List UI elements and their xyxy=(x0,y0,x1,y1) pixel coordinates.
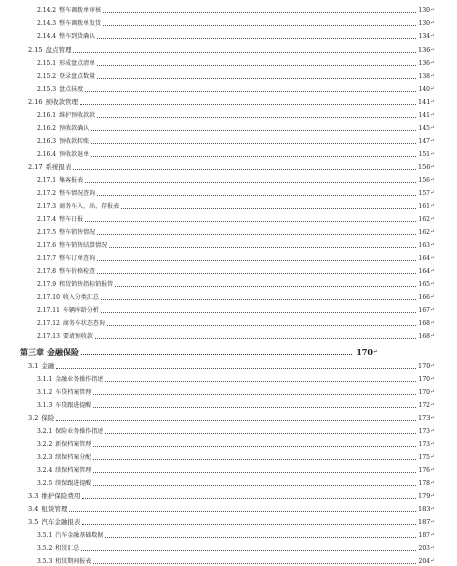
toc-entry-number: 2.17.7 xyxy=(37,255,57,262)
toc-entry-number: 2.15.3 xyxy=(37,86,57,93)
toc-entry-number: 2.17.6 xyxy=(37,242,57,249)
toc-entry[interactable] xyxy=(37,135,434,145)
toc-entry-title: 预收款管理 xyxy=(45,98,78,106)
toc-page-number: 170 xyxy=(418,376,430,383)
toc-entry-number: 3.5 xyxy=(28,518,39,526)
paragraph-mark-icon: ↵ xyxy=(430,428,435,434)
paragraph-mark-icon: ↵ xyxy=(430,532,435,538)
toc-entry-title: 汽车金融报表 xyxy=(41,518,81,526)
toc-entry[interactable] xyxy=(37,213,434,223)
paragraph-mark-icon: ↵ xyxy=(373,349,378,355)
toc-entry[interactable] xyxy=(37,148,434,158)
paragraph-mark-icon: ↵ xyxy=(430,307,435,313)
toc-entry-number: 2.16.1 xyxy=(37,112,57,119)
paragraph-mark-icon: ↵ xyxy=(430,480,435,486)
toc-entry[interactable] xyxy=(37,386,434,396)
toc-entry-number: 2.17.8 xyxy=(37,268,57,275)
toc-page-number: 167 xyxy=(418,307,430,314)
toc-page-number: 178 xyxy=(418,480,430,487)
toc-entry-number: 2.17.5 xyxy=(37,229,57,236)
toc-page-number: 145 xyxy=(418,125,430,132)
toc-page-number: 138 xyxy=(418,73,430,80)
toc-entry-title: 预收款退单 xyxy=(59,151,90,158)
toc-entry-number: 2.14.2 xyxy=(37,7,57,14)
toc-entry-number: 2.17.4 xyxy=(37,216,57,223)
dot-leader xyxy=(115,286,416,287)
toc-page-number: 170 xyxy=(418,362,431,370)
toc-page-number: 173 xyxy=(418,441,430,448)
dot-leader xyxy=(81,354,352,355)
toc-entry-title: 续保档案管理 xyxy=(55,467,92,474)
toc-page-number: 136 xyxy=(418,60,430,67)
toc-entry[interactable] xyxy=(37,174,434,184)
toc-entry-title: 续保档案分配 xyxy=(55,454,92,461)
toc-entry-title: 整车调拨单发货 xyxy=(59,20,102,27)
toc-entry-title: 车贷档案管理 xyxy=(55,389,92,396)
toc-entry[interactable] xyxy=(28,44,434,54)
toc-page-number: 187 xyxy=(418,532,430,539)
toc-entry-title: 整车订单查询 xyxy=(59,255,96,262)
toc-entry[interactable] xyxy=(28,503,434,513)
toc-page-number: 134 xyxy=(418,33,430,40)
dot-leader xyxy=(105,433,416,434)
paragraph-mark-icon: ↵ xyxy=(430,558,435,564)
dot-leader xyxy=(93,485,416,486)
toc-entry[interactable] xyxy=(37,187,434,197)
toc-entry-number: 第三章 xyxy=(20,347,44,357)
toc-entry-title: 保险业务操作指述 xyxy=(55,428,104,435)
toc-entry-number: 2.14.4 xyxy=(37,33,57,40)
toc-entry-title: 商务车入、出、存报表 xyxy=(59,203,120,210)
toc-entry-title: 商务车状态查询 xyxy=(62,320,105,327)
paragraph-mark-icon: ↵ xyxy=(430,441,435,447)
toc-entry-title: 金融业务操作指述 xyxy=(55,376,104,383)
toc-entry[interactable] xyxy=(37,252,434,262)
toc-page-number: 147 xyxy=(418,138,430,145)
toc-entry-title: 盘点抹度 xyxy=(59,86,84,93)
toc-entry-title: 盘点管理 xyxy=(45,46,72,54)
paragraph-mark-icon: ↵ xyxy=(430,138,435,144)
toc-entry[interactable] xyxy=(37,542,434,552)
toc-page-number: 183 xyxy=(418,505,431,513)
toc-entry-number: 2.17.12 xyxy=(37,320,60,327)
toc-entry-title: 登录盘点数量 xyxy=(59,73,96,80)
toc-entry-number: 2.14.3 xyxy=(37,20,57,27)
toc-entry[interactable] xyxy=(37,265,434,275)
paragraph-mark-icon: ↵ xyxy=(430,281,435,287)
toc-entry[interactable] xyxy=(37,529,434,539)
dot-leader xyxy=(101,299,416,300)
toc-entry-number: 2.17.3 xyxy=(37,203,57,210)
dot-leader xyxy=(80,104,416,105)
paragraph-mark-icon: ↵ xyxy=(430,7,435,13)
toc-entry-title: 要请预收款 xyxy=(62,333,93,340)
toc-page-number: 204 xyxy=(418,558,430,565)
dot-leader xyxy=(97,38,416,39)
toc-entry[interactable] xyxy=(28,360,434,370)
toc-entry-number: 2.16.4 xyxy=(37,151,57,158)
toc-entry-title: 租赁期间报表 xyxy=(55,558,92,565)
toc-entry[interactable] xyxy=(37,70,434,80)
toc-page-number: 156 xyxy=(418,163,431,171)
toc-entry[interactable] xyxy=(28,96,434,106)
dot-leader xyxy=(103,25,416,26)
toc-entry[interactable] xyxy=(37,438,434,448)
paragraph-mark-icon: ↵ xyxy=(430,545,435,551)
toc-entry-title: 金融 xyxy=(41,362,55,370)
paragraph-mark-icon: ↵ xyxy=(430,506,435,512)
toc-page-number: 179 xyxy=(418,492,431,500)
toc-entry[interactable] xyxy=(37,555,434,565)
toc-entry-number: 3.2.4 xyxy=(37,467,53,474)
dot-leader xyxy=(85,182,416,183)
toc-page-number: 175 xyxy=(418,454,430,461)
toc-entry-number: 3.2.2 xyxy=(37,441,53,448)
toc-entry-title: 汽车金融基础数据 xyxy=(55,532,104,539)
paragraph-mark-icon: ↵ xyxy=(430,33,435,39)
toc-page-number: 187 xyxy=(418,518,431,526)
toc-entry-title: 整车日报 xyxy=(59,216,84,223)
paragraph-mark-icon: ↵ xyxy=(430,203,435,209)
paragraph-mark-icon: ↵ xyxy=(430,190,435,196)
toc-page-number: 151 xyxy=(418,151,430,158)
toc-entry-number: 3.2.5 xyxy=(37,480,53,487)
toc-entry[interactable] xyxy=(37,239,434,249)
toc-entry-number: 3.5.1 xyxy=(37,532,53,539)
toc-page-number: 130 xyxy=(418,20,430,27)
paragraph-mark-icon: ↵ xyxy=(430,389,435,395)
toc-entry-title: 收入分类汇总 xyxy=(62,294,99,301)
paragraph-mark-icon: ↵ xyxy=(430,242,435,248)
toc-chapter-entry[interactable] xyxy=(20,344,377,357)
paragraph-mark-icon: ↵ xyxy=(430,20,435,26)
toc-entry-title: 新保档案管理 xyxy=(55,441,92,448)
toc-entry[interactable] xyxy=(37,17,434,27)
toc-entry-number: 3.1.3 xyxy=(37,402,53,409)
dot-leader xyxy=(93,394,416,395)
dot-leader xyxy=(107,325,416,326)
toc-page-number: 176 xyxy=(418,467,430,474)
toc-entry-number: 2.16 xyxy=(28,98,43,106)
toc-entry-title: 预收款确认 xyxy=(59,125,90,132)
toc-page-number: 157 xyxy=(418,190,430,197)
paragraph-mark-icon: ↵ xyxy=(430,268,435,274)
toc-entry-title: 车贷跟进提醒 xyxy=(55,402,92,409)
toc-entry-number: 3.3 xyxy=(28,492,39,500)
toc-page-number: 156 xyxy=(418,177,430,184)
toc-entry-title: 整车销售结算情况 xyxy=(59,242,108,249)
toc-page-number: 168 xyxy=(418,333,430,340)
paragraph-mark-icon: ↵ xyxy=(430,47,435,53)
toc-entry[interactable] xyxy=(28,412,434,422)
paragraph-mark-icon: ↵ xyxy=(430,60,435,66)
toc-entry[interactable] xyxy=(37,109,434,119)
dot-leader xyxy=(121,208,416,209)
toc-entry[interactable] xyxy=(37,291,434,301)
dot-leader xyxy=(97,65,416,66)
toc-entry[interactable] xyxy=(37,278,434,288)
toc-entry[interactable] xyxy=(28,490,434,500)
toc-entry[interactable] xyxy=(37,122,434,132)
toc-entry[interactable] xyxy=(37,304,434,314)
dot-leader xyxy=(82,498,416,499)
dot-leader xyxy=(95,338,416,339)
paragraph-mark-icon: ↵ xyxy=(430,454,435,460)
dot-leader xyxy=(97,234,416,235)
dot-leader xyxy=(103,12,416,13)
toc-page-number: 163 xyxy=(418,242,430,249)
dot-leader xyxy=(93,472,416,473)
toc-entry-number: 2.15 xyxy=(28,46,43,54)
paragraph-mark-icon: ↵ xyxy=(430,86,435,92)
paragraph-mark-icon: ↵ xyxy=(430,177,435,183)
toc-entry-number: 3.2.1 xyxy=(37,428,53,435)
toc-page-number: 170 xyxy=(356,347,373,357)
dot-leader xyxy=(93,563,416,564)
dot-leader xyxy=(101,312,416,313)
toc-entry[interactable] xyxy=(28,516,434,526)
dot-leader xyxy=(105,537,416,538)
toc-page-number: 168 xyxy=(418,320,430,327)
toc-entry-title: 整车调拨单审核 xyxy=(59,7,102,14)
toc-page-number: 136 xyxy=(418,46,431,54)
toc-page-number: 173 xyxy=(418,428,430,435)
paragraph-mark-icon: ↵ xyxy=(430,229,435,235)
dot-leader xyxy=(105,381,416,382)
toc-page-number: 172 xyxy=(418,402,430,409)
toc-page-number: 162 xyxy=(418,216,430,223)
toc-entry-number: 2.16.2 xyxy=(37,125,57,132)
dot-leader xyxy=(93,459,416,460)
toc-entry[interactable] xyxy=(37,399,434,409)
toc-entry-title: 租赁销售指标销报管 xyxy=(59,281,114,288)
toc-entry-number: 2.17.1 xyxy=(37,177,57,184)
toc-entry-title: 金融保险 xyxy=(47,347,79,357)
paragraph-mark-icon: ↵ xyxy=(430,376,435,382)
toc-entry[interactable] xyxy=(37,477,434,487)
toc-entry-title: 维护保险费用 xyxy=(41,492,81,500)
paragraph-mark-icon: ↵ xyxy=(430,294,435,300)
toc-page-number: 203 xyxy=(418,545,430,552)
toc-entry[interactable] xyxy=(37,373,434,383)
paragraph-mark-icon: ↵ xyxy=(430,125,435,131)
dot-leader xyxy=(97,273,416,274)
toc-page-number: 141 xyxy=(418,112,430,119)
dot-leader xyxy=(73,52,416,53)
toc-entry-title: 续保跟进提醒 xyxy=(55,480,92,487)
toc-entry-number: 3.1.1 xyxy=(37,376,53,383)
toc-entry-title: 形成盘点清单 xyxy=(59,60,96,67)
toc-page-number: 161 xyxy=(418,203,430,210)
dot-leader xyxy=(91,156,416,157)
toc-page-number: 164 xyxy=(418,255,430,262)
toc-page-number: 170 xyxy=(418,389,430,396)
toc-entry[interactable] xyxy=(37,226,434,236)
toc-entry[interactable] xyxy=(37,464,434,474)
dot-leader xyxy=(91,143,416,144)
toc-entry-title: 租赁汇总 xyxy=(55,545,80,552)
toc-entry-number: 2.17.13 xyxy=(37,333,60,340)
toc-page-number: 140 xyxy=(418,86,430,93)
dot-leader xyxy=(56,368,416,369)
paragraph-mark-icon: ↵ xyxy=(430,493,435,499)
dot-leader xyxy=(82,524,416,525)
paragraph-mark-icon: ↵ xyxy=(430,402,435,408)
toc-entry[interactable] xyxy=(37,30,434,40)
toc-entry-title: 维护预收款款 xyxy=(59,112,96,119)
toc-entry-number: 2.15.2 xyxy=(37,73,57,80)
paragraph-mark-icon: ↵ xyxy=(430,333,435,339)
paragraph-mark-icon: ↵ xyxy=(430,320,435,326)
toc-entry-number: 2.17.2 xyxy=(37,190,57,197)
paragraph-mark-icon: ↵ xyxy=(430,216,435,222)
toc-entry-number: 3.5.2 xyxy=(37,545,53,552)
toc-page-number: 164 xyxy=(418,268,430,275)
toc-entry[interactable] xyxy=(37,57,434,67)
dot-leader xyxy=(93,446,416,447)
toc-entry-number: 3.4 xyxy=(28,505,39,513)
dot-leader xyxy=(109,247,416,248)
dot-leader xyxy=(91,130,416,131)
paragraph-mark-icon: ↵ xyxy=(430,363,435,369)
toc-entry-title: 整车到货确认 xyxy=(59,33,96,40)
paragraph-mark-icon: ↵ xyxy=(430,151,435,157)
toc-entry-title: 保险 xyxy=(41,414,55,422)
paragraph-mark-icon: ↵ xyxy=(430,255,435,261)
toc-entry[interactable] xyxy=(37,330,434,340)
dot-leader xyxy=(73,169,416,170)
toc-entry-number: 3.2.3 xyxy=(37,454,53,461)
toc-page-number: 162 xyxy=(418,229,430,236)
dot-leader xyxy=(97,260,416,261)
toc-entry[interactable] xyxy=(28,161,434,171)
toc-entry-number: 3.1.2 xyxy=(37,389,53,396)
toc-page-number: 166 xyxy=(418,294,430,301)
toc-entry-title: 系统报表 xyxy=(45,163,72,171)
dot-leader xyxy=(97,195,416,196)
toc-page-number: 165 xyxy=(418,281,430,288)
dot-leader xyxy=(69,511,416,512)
toc-page-number: 141 xyxy=(418,98,431,106)
toc-entry[interactable] xyxy=(37,317,434,327)
toc-entry[interactable] xyxy=(37,200,434,210)
toc-entry-number: 2.17.9 xyxy=(37,281,57,288)
dot-leader xyxy=(93,407,416,408)
toc-entry-number: 2.17.10 xyxy=(37,294,60,301)
dot-leader xyxy=(97,78,416,79)
toc-entry-number: 2.17 xyxy=(28,163,43,171)
paragraph-mark-icon: ↵ xyxy=(430,99,435,105)
paragraph-mark-icon: ↵ xyxy=(430,415,435,421)
toc-entry-title: 车辆库龄分析 xyxy=(62,307,99,314)
toc-entry-number: 2.15.1 xyxy=(37,60,57,67)
dot-leader xyxy=(97,117,416,118)
toc-entry-title: 整车价格检查 xyxy=(59,268,96,275)
paragraph-mark-icon: ↵ xyxy=(430,112,435,118)
paragraph-mark-icon: ↵ xyxy=(430,164,435,170)
dot-leader xyxy=(56,420,416,421)
toc-entry-number: 3.5.3 xyxy=(37,558,53,565)
toc-entry[interactable] xyxy=(37,425,434,435)
paragraph-mark-icon: ↵ xyxy=(430,467,435,473)
toc-entry-number: 3.2 xyxy=(28,414,39,422)
dot-leader xyxy=(85,91,416,92)
toc-entry-title: 集客报表 xyxy=(59,177,84,184)
dot-leader xyxy=(81,550,416,551)
toc-entry-title: 整车销售情况 xyxy=(59,229,96,236)
toc-page-number: 130 xyxy=(418,7,430,14)
toc-page-number: 173 xyxy=(418,414,431,422)
toc-entry-number: 3.1 xyxy=(28,362,39,370)
toc-entry[interactable] xyxy=(37,83,434,93)
toc-entry-number: 2.17.11 xyxy=(37,307,60,314)
toc-entry-title: 预收款转账 xyxy=(59,138,90,145)
toc-entry-title: 租赁管理 xyxy=(41,505,68,513)
paragraph-mark-icon: ↵ xyxy=(430,519,435,525)
toc-entry[interactable] xyxy=(37,4,434,14)
toc-entry-number: 2.16.3 xyxy=(37,138,57,145)
toc-entry-title: 整车情况查询 xyxy=(59,190,96,197)
toc-entry[interactable] xyxy=(37,451,434,461)
paragraph-mark-icon: ↵ xyxy=(430,73,435,79)
dot-leader xyxy=(85,221,416,222)
